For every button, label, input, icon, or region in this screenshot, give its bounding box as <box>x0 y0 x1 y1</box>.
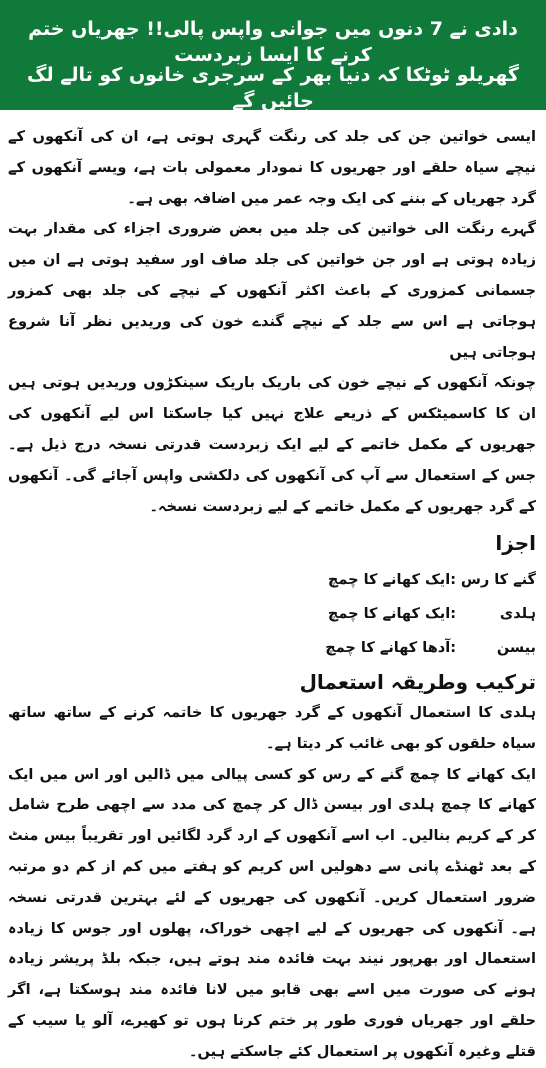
ingredients-heading: اجزا <box>495 531 536 556</box>
ingredient-name: گنے کا رس <box>460 572 536 589</box>
headline-line-1: دادی نے 7 دنوں میں جوانی واپس پالی!! جھریاں ختم کرنے کا ایسا زبردست <box>28 18 518 66</box>
ingredient-quantity: :آدھا کھانے کا چمچ <box>325 640 456 657</box>
article-body <box>8 122 536 1068</box>
intro-paragraph-1: ایسی خواتین جن کی جلد کی رنگت گہری ہوتی ہے، ان کی آنکھوں کے نیچے سیاہ حلقے اور جھریوں کا نمودار معمولی بات ہے، ویسے آنکھوں کے گرد جھریاں کے بننے کی ایک وجہ عمر میں اضافہ بھی ہے۔ <box>8 128 536 207</box>
intro-paragraph-3: چونکہ آنکھوں کے نیچے خون کی باریک باریک سینکڑوں وریدیں ہوتی ہیں ان کا کاسمیٹکس کے ذریعے علاج نہیں کیا جاسکتا اس لیے آنکھوں کی جھریوں کے مکمل خاتمے کے لیے ایک زبردست قدرتی نسخہ درج ذیل ہے۔ جس کے استعمال سے آپ کی آنکھوں کی دلکشی واپس آجائے گی۔ آنکھوں کے گرد جھریوں کے مکمل خاتمے کے لیے زبردست نسخہ۔ <box>8 374 536 515</box>
ingredient-row <box>8 559 536 593</box>
method-paragraph-2: ایک کھانے کا چمچ گنے کے رس کو کسی پیالی میں ڈالیں اور اس میں ایک کھانے کا چمچ ہلدی اور بیسن ڈال کر چمچ کی مدد سے اچھی طرح شامل کر کے کریم بنالیں۔ اب اسے آنکھوں کے ارد گرد لگائیں اور تقریباً بیس منٹ کے بعد ٹھنڈے پانی سے دھولیں اس کریم کو ہفتے میں کم از کم دو مرتبہ ضرور استعمال کریں۔ آنکھوں کی جھریوں کے لئے بہترین قدرتی نسخہ ہے۔ آنکھوں کی جھریوں کے لیے اچھی خوراک، پھلوں اور جوس کا زیادہ استعمال اور بھرپور نیند بہت فائدہ مند ہوتے ہیں، جبکہ بلڈ پریشر زیادہ ہونے کی صورت میں اسے بھی قابو میں لانا فائدہ مند ہوسکتا ہے، اگر حلقے اور جھریاں فوری طور پر ختم کرنا ہوں تو کھیرے، آلو یا سیب کے قتلے وغیرہ آنکھوں پر استعمال کئے جاسکتے ہیں۔ <box>8 765 536 1060</box>
ingredient-quantity: :ایک کھانے کا چمچ <box>327 572 456 589</box>
ingredients-list <box>8 559 536 661</box>
headline-banner <box>0 0 546 110</box>
headline-line-2: گھریلو ٹوٹکا کہ دنیا بھر کے سرجری خانوں کو تالے لگ جائیں گے <box>27 64 519 112</box>
ingredient-quantity: :ایک کھانے کا چمچ <box>327 606 456 623</box>
ingredient-row <box>8 627 536 661</box>
ingredient-name: ہلدی <box>499 606 536 623</box>
ingredient-name: بیسن <box>496 640 536 657</box>
method-paragraph-1: ہلدی کا استعمال آنکھوں کے گرد جھریوں کا خاتمہ کرنے کے ساتھ ساتھ سیاہ حلقوں کو بھی غائب کر دیتا ہے۔ <box>8 703 536 752</box>
method-heading: ترکیب وطریقہ استعمال <box>299 670 536 695</box>
ingredient-row <box>8 593 536 627</box>
intro-paragraph-2: گہرے رنگت الی خواتین کی جلد میں بعض ضروری اجزاء کی مقدار بہت زیادہ ہوتی ہے اور جن خواتین کی جلد صاف اور سفید ہوتی ہے ان میں جسمانی کمزوری کے باعث اکثر آنکھوں کے نیچے کی جلد بھی کمزور ہوجاتی ہے اس سے جلد کے نیچے گندے خون کی وریدیں نظر آنا شروع ہوجاتی ہیں <box>8 220 536 361</box>
